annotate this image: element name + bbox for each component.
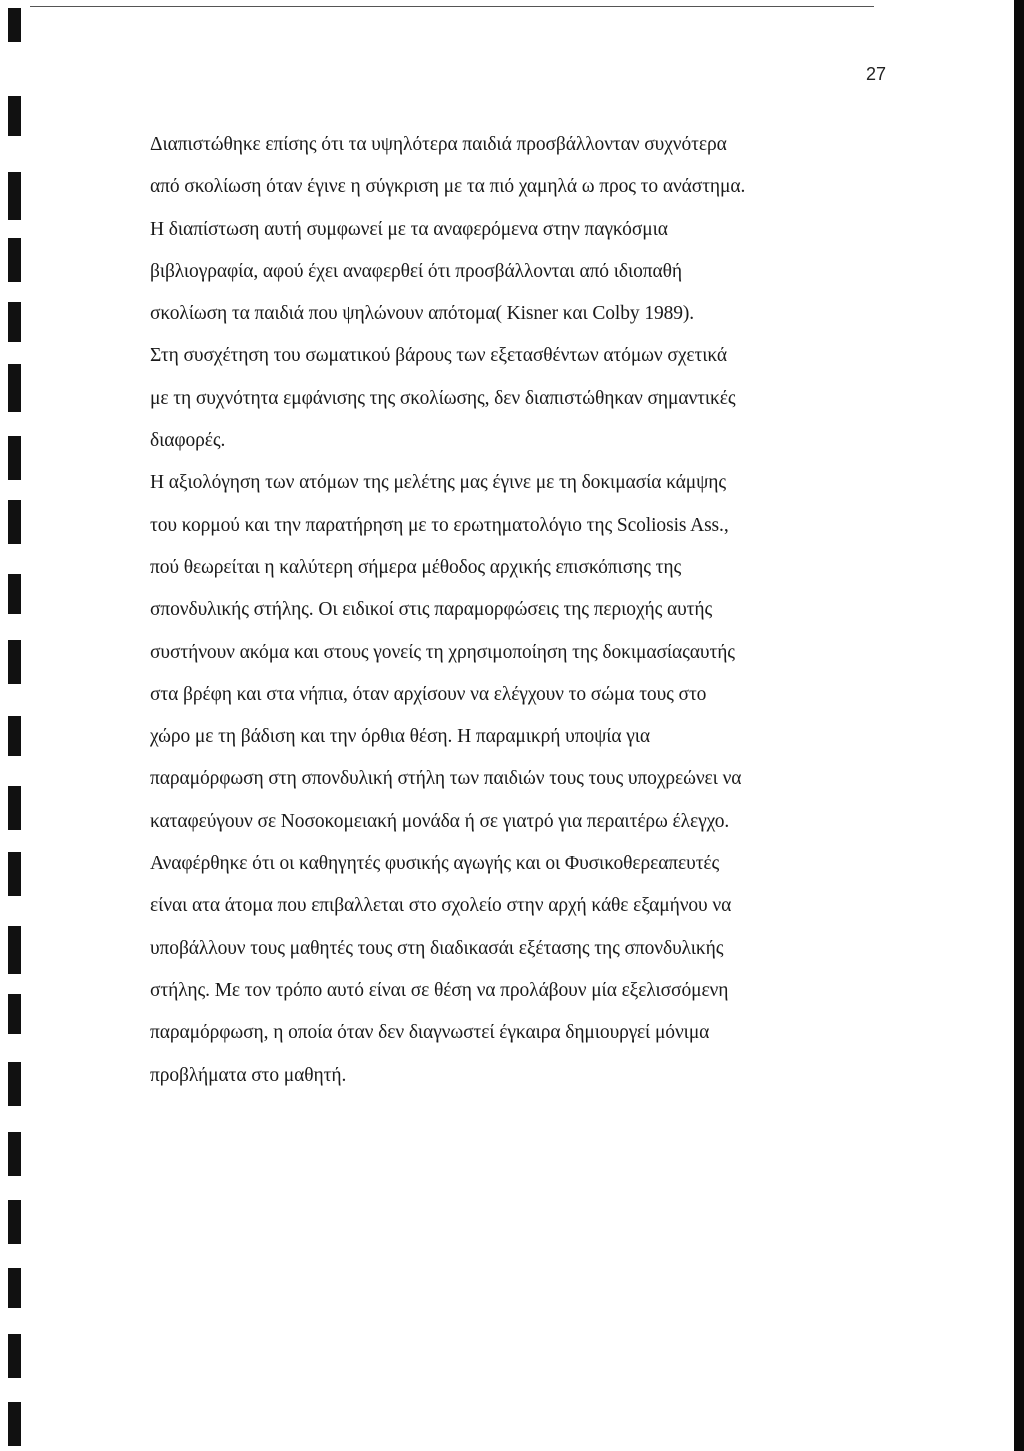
page-number: 27 <box>866 64 887 84</box>
film-mark <box>8 852 21 896</box>
film-mark <box>8 716 21 756</box>
text-line: με τη συχνότητα εμφάνισης της σκολίωσης, δεν διαπιστώθηκαν σημαντικές <box>150 387 736 409</box>
film-mark <box>8 1268 21 1308</box>
text-line: από σκολίωση όταν έγινε η σύγκριση με τα πιό χαμηλά ω προς το ανάστημα. <box>150 176 746 198</box>
film-mark <box>8 364 21 412</box>
text-line: χώρο με τη βάδιση και την όρθια θέση. Η παραμικρή υποψία για <box>150 726 651 748</box>
film-mark <box>8 172 21 220</box>
film-mark <box>8 96 21 136</box>
film-mark <box>8 436 21 480</box>
text-line: Στη συσχέτηση του σωματικού βάρους των εξετασθέντων ατόμων σχετικά <box>150 345 728 367</box>
text-line: Η διαπίστωση αυτή συμφωνεί με τα αναφερόμενα στην παγκόσμια <box>150 218 668 240</box>
film-mark <box>8 574 21 614</box>
film-mark <box>8 1132 21 1176</box>
text-line: Η αξιολόγηση των ατόμων της μελέτης μας έγινε με τη δοκιμασία κάμψης <box>150 472 726 494</box>
scan-right-edge <box>1014 0 1024 1451</box>
film-mark <box>8 786 21 830</box>
film-mark <box>8 640 21 684</box>
text-line: Αναφέρθηκε ότι οι καθηγητές φυσικής αγωγής και οι Φυσικοθερεαπευτές <box>150 853 720 875</box>
text-line: παραμόρφωση στη σπονδυλική στήλη των παιδιών τους τους υποχρεώνει να <box>150 768 742 790</box>
text-line: σπονδυλικής στήλης. Οι ειδικοί στις παραμορφώσεις της περιοχής αυτής <box>150 599 713 621</box>
body-text <box>150 124 880 1097</box>
film-mark <box>8 8 21 42</box>
film-mark <box>8 1334 21 1378</box>
scan-top-rule <box>30 6 874 7</box>
scan-left-edge <box>0 0 26 1451</box>
text-line: στήλης. Με τον τρόπο αυτό είναι σε θέση να προλάβουν μία εξελισσόμενη <box>150 979 729 1001</box>
film-mark <box>8 1200 21 1244</box>
text-line: παραμόρφωση, η οποία όταν δεν διαγνωστεί έγκαιρα δημιουργεί μόνιμα <box>150 1022 710 1044</box>
film-mark <box>8 302 21 342</box>
film-mark <box>8 500 21 544</box>
text-line: καταφεύγουν σε Νοσοκομειακή μονάδα ή σε γιατρό για περαιτέρω έλεγχο. <box>150 810 730 832</box>
text-line: Διαπιστώθηκε επίσης ότι τα υψηλότερα παιδιά προσβάλλονταν συχνότερα <box>150 134 727 155</box>
text-line: υποβάλλουν τους μαθητές τους στη διαδικασάι εξέτασης της σπονδυλικής <box>150 937 724 959</box>
text-line: του κορμού και την παρατήρηση με το ερωτηματολόγιο της Scoliosis Ass., <box>150 514 729 536</box>
text-line: συστήνουν ακόμα και στους γονείς τη χρησιμοποίηση της δοκιμασίαςαυτής <box>150 641 735 663</box>
text-line: στα βρέφη και στα νήπια, όταν αρχίσουν να ελέγχουν το σώμα τους στο <box>150 683 707 705</box>
text-line: προβλήματα στο μαθητή. <box>150 1064 347 1086</box>
text-line: διαφορές. <box>150 430 226 452</box>
text-line: πού θεωρείται η καλύτερη σήμερα μέθοδος αρχικής επισκόπισης της <box>150 556 682 578</box>
film-mark <box>8 1402 21 1446</box>
film-mark <box>8 238 21 282</box>
text-line: βιβλιογραφία, αφού έχει αναφερθεί ότι προσβάλλονται από ιδιοπαθή <box>150 260 682 282</box>
film-mark <box>8 994 21 1034</box>
text-line: σκολίωση τα παιδιά που ψηλώνουν απότομα( Kisner και Colby 1989). <box>150 303 695 325</box>
film-mark <box>8 926 21 974</box>
film-mark <box>8 1062 21 1106</box>
text-line: είναι ατα άτομα που επιβαλλεται στο σχολείο στην αρχή κάθε εξαμήνου να <box>150 895 732 917</box>
